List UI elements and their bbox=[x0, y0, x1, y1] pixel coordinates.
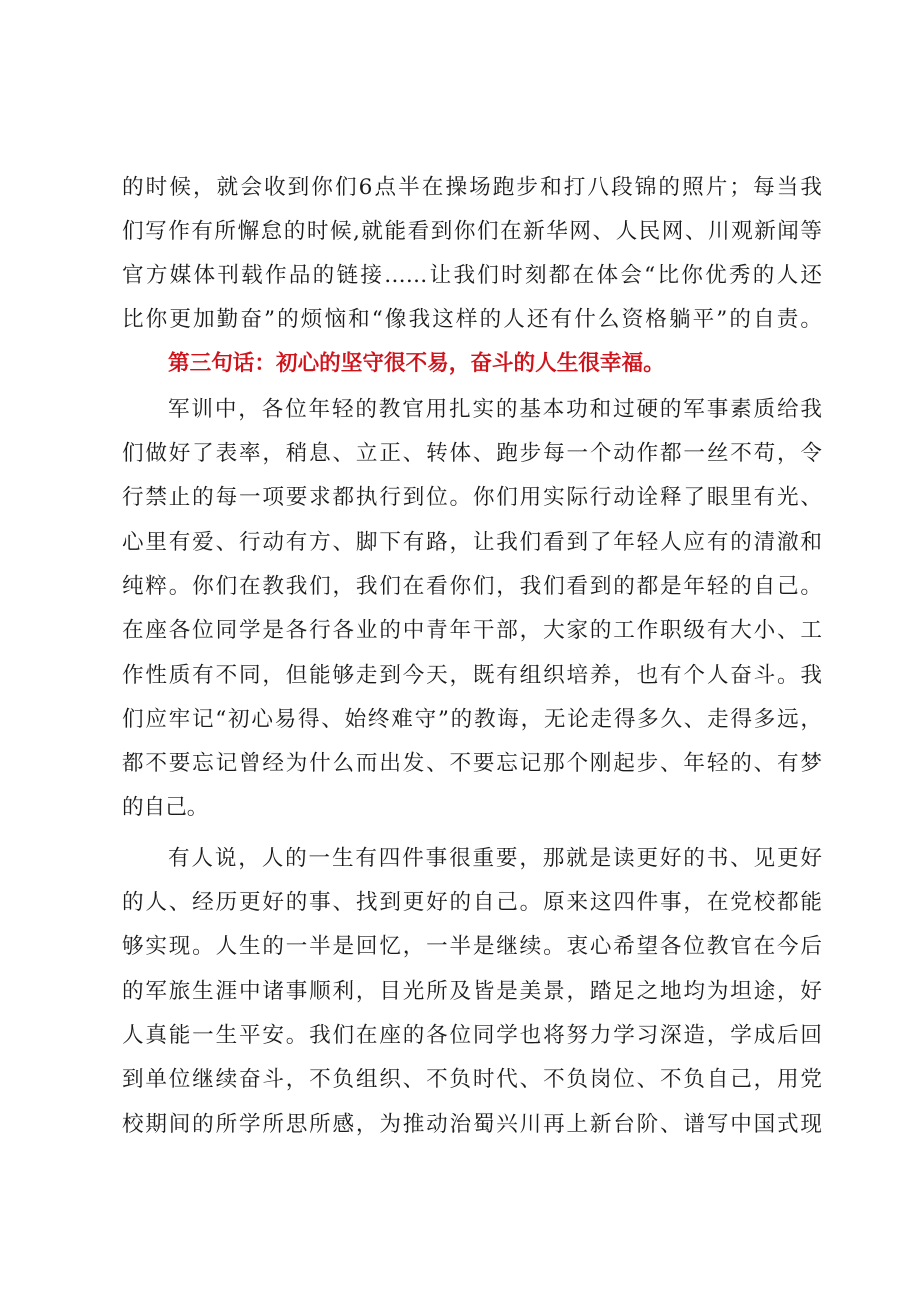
paragraph-2-line-2: 们做好了表率，稍息、立正、转体、跑步每一个动作都一丝不苟，令 bbox=[122, 441, 822, 466]
paragraph-2-line-6: 在座各位同学是各行各业的中青年干部，大家的工作职级有大小、工 bbox=[122, 618, 822, 643]
paragraph-3-line-3: 够实现。人生的一半是回忆，一半是继续。衷心希望各位教官在今后 bbox=[122, 934, 822, 959]
paragraph-1-line-2: 们写作有所懈怠的时候,就能看到你们在新华网、人民网、川观新闻等 bbox=[122, 219, 822, 244]
paragraph-3-line-1: 有人说，人的一生有四件事很重要，那就是读更好的书、见更好 bbox=[168, 846, 822, 871]
paragraph-2-line-4: 心里有爱、行动有方、脚下有路，让我们看到了年轻人应有的清澈和 bbox=[122, 530, 822, 555]
paragraph-2-line-5: 纯粹。你们在教我们，我们在看你们，我们看到的都是年轻的自己。 bbox=[122, 574, 822, 599]
paragraph-2-line-8: 们应牢记“初心易得、始终难守”的教诲，无论走得多久、走得多远， bbox=[122, 707, 822, 732]
paragraph-2-line-3: 行禁止的每一项要求都执行到位。你们用实际行动诠释了眼里有光、 bbox=[122, 485, 822, 510]
paragraph-1-line-4: 比你更加勤奋”的烦恼和“像我这样的人还有什么资格躺平”的自责。 bbox=[122, 307, 822, 332]
paragraph-3-line-6: 到单位继续奋斗，不负组织、不负时代、不负岗位、不负自己，用党 bbox=[122, 1067, 822, 1092]
paragraph-2-line-10: 的自己。 bbox=[122, 795, 209, 820]
paragraph-2-line-1: 军训中，各位年轻的教官用扎实的基本功和过硬的军事素质给我 bbox=[168, 397, 822, 422]
paragraph-3-line-4: 的军旅生涯中诸事顺利，目光所及皆是美景，踏足之地均为坦途，好 bbox=[122, 979, 822, 1004]
paragraph-3-line-5: 人真能一生平安。我们在座的各位同学也将努力学习深造，学成后回 bbox=[122, 1023, 822, 1048]
paragraph-2-line-7: 作性质有不同，但能够走到今天，既有组织培养，也有个人奋斗。我 bbox=[122, 663, 822, 688]
paragraph-1-line-1: 的时候，就会收到你们6点半在操场跑步和打八段锦的照片；每当我 bbox=[122, 175, 822, 200]
paragraph-2-line-9: 都不要忘记曾经为什么而出发、不要忘记那个刚起步、年轻的、有梦 bbox=[122, 751, 822, 776]
paragraph-3-line-2: 的人、经历更好的事、找到更好的自己。原来这四件事，在党校都能 bbox=[122, 890, 822, 915]
section-heading-3: 第三句话：初心的坚守很不易，奋斗的人生很幸福。 bbox=[168, 351, 665, 376]
paragraph-3-line-7: 校期间的所学所思所感，为推动治蜀兴川再上新台阶、谱写中国式现 bbox=[122, 1112, 822, 1137]
paragraph-1-line-3: 官方媒体刊载作品的链接……让我们时刻都在体会“比你优秀的人还 bbox=[122, 263, 822, 288]
